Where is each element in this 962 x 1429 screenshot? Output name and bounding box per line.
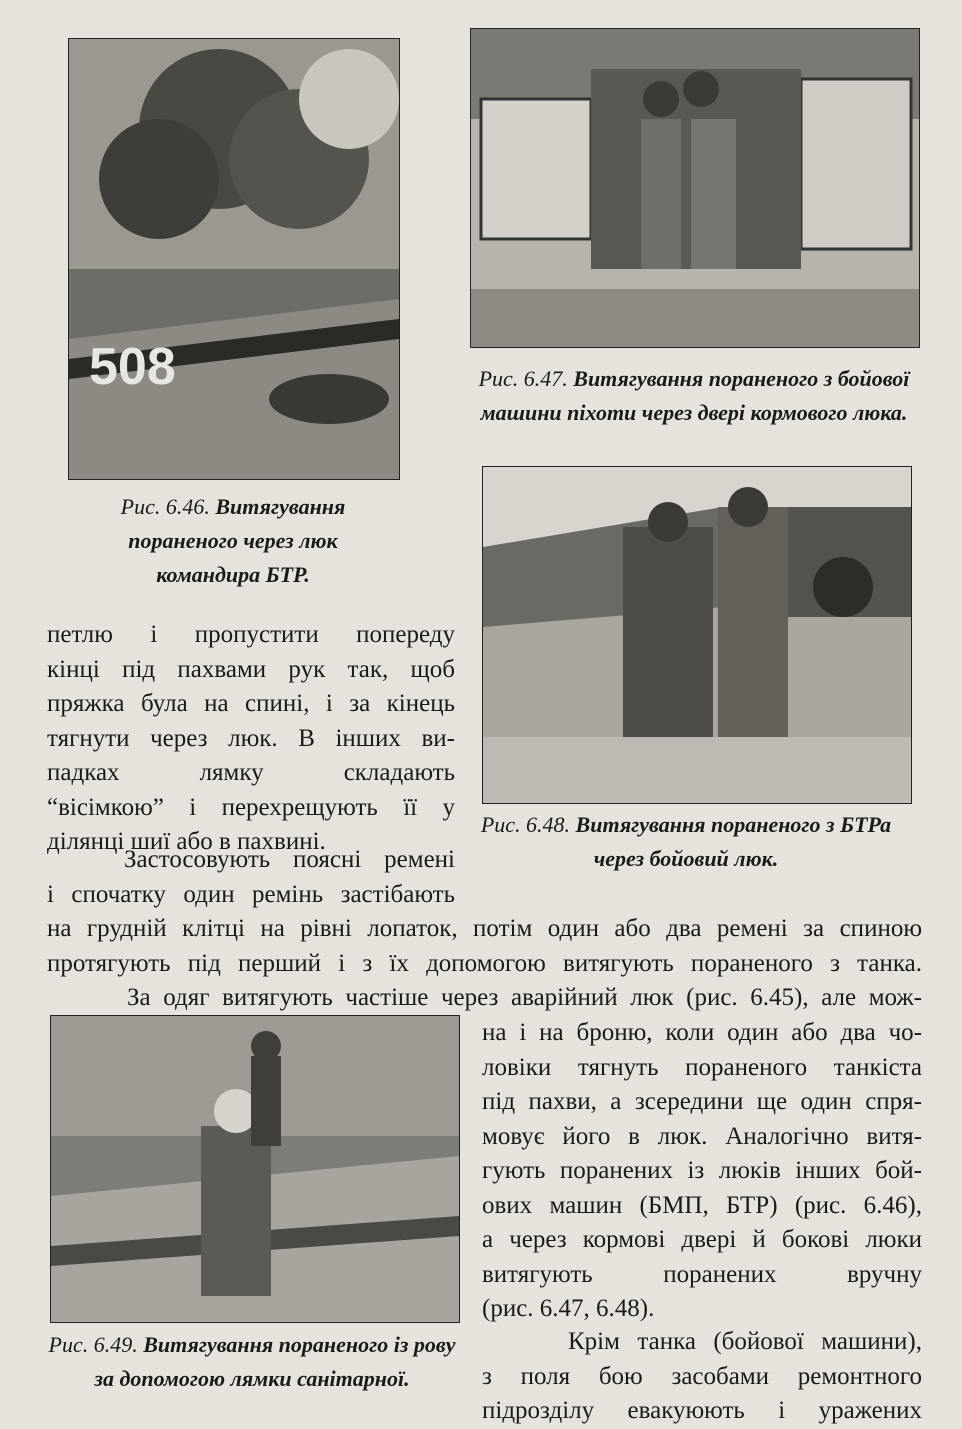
paragraph-3 (482, 1016, 922, 1327)
figure-6-48-photo (482, 466, 912, 804)
text-line: петлю і пропустити попереду (47, 621, 455, 648)
text-line: пряжка була на спині, і за кінець (47, 690, 455, 717)
text-line: тягнути через люк. В інших ви- (47, 724, 455, 752)
paragraph-2 (47, 843, 922, 981)
text-line: Застосовують поясні ремені (124, 846, 455, 873)
text-line: на грудній клітці на рівні лопаток, потім один або два ремені за спиною (47, 915, 922, 942)
figure-6-49-caption (42, 1328, 462, 1396)
figure-6-47-number: Рис. 6.47. (478, 366, 568, 391)
figure-6-49-title: Витягування пораненого із рову за допомогою лямки санітарної. (94, 1332, 456, 1391)
paragraph-4 (482, 1325, 922, 1429)
text-line: підрозділу евакуюють і уражених (482, 1397, 922, 1424)
figure-6-46-caption (98, 490, 368, 592)
text-line: ових машин (БМП, БТР) (рис. 6.46), (482, 1191, 922, 1219)
text-line: кінці під пахвами рук так, щоб (47, 655, 455, 683)
text-line: Крім танка (бойової машини), (568, 1328, 922, 1355)
text-line: гують поранених із люків інших бой- (482, 1157, 922, 1184)
paragraph-1 (47, 618, 455, 860)
figure-6-46-photo (68, 38, 400, 480)
text-line: мовує його в люк. Аналогічно витя- (482, 1122, 922, 1150)
text-line: витягують поранених вручну (482, 1260, 922, 1288)
text-line: на і на броню, коли один або два чо- (482, 1019, 922, 1046)
text-line: За одяг витягують частіше через аварійний люк (рис. 6.45), але мож- (127, 984, 922, 1011)
text-line: і спочатку один ремінь застібають (47, 880, 455, 908)
text-line: під пахви, а зсередини ще один спря- (482, 1088, 922, 1115)
figure-6-49-photo (50, 1015, 460, 1323)
figure-6-49-number: Рис. 6.49. (48, 1332, 138, 1357)
vehicle-number: 508 (89, 338, 176, 396)
text-line: ловіки тягнуть пораненого танкіста (482, 1053, 922, 1081)
text-line: ділянці шиї або в пахвині. (47, 828, 326, 855)
text-line: протягують під перший і з їх допомогою витягують пораненого з танка. (47, 949, 922, 977)
figure-6-46-title: Витягування пораненого через люк командира БТР. (128, 494, 346, 587)
text-line: з поля бою засобами ремонтного (482, 1362, 922, 1390)
text-line: а через кормові двері й бокові люки (482, 1226, 922, 1253)
figure-6-47-photo (470, 28, 920, 348)
figure-6-47-title: Витягування пораненого з бойової машини піхоти через двері кормового люка. (480, 366, 910, 425)
figure-6-47-caption (470, 362, 918, 430)
figure-6-48-title: Витягування пораненого з БТРа через бойовий люк. (575, 812, 892, 871)
text-line: (рис. 6.47, 6.48). (482, 1295, 655, 1322)
figure-6-46-number: Рис. 6.46. (120, 494, 210, 519)
paragraph-3-first-line (127, 981, 922, 1016)
text-line: “вісімкою” і перехрещують її у (47, 793, 455, 821)
text-line: падках лямку складають (47, 759, 455, 786)
figure-6-48-number: Рис. 6.48. (480, 812, 571, 837)
